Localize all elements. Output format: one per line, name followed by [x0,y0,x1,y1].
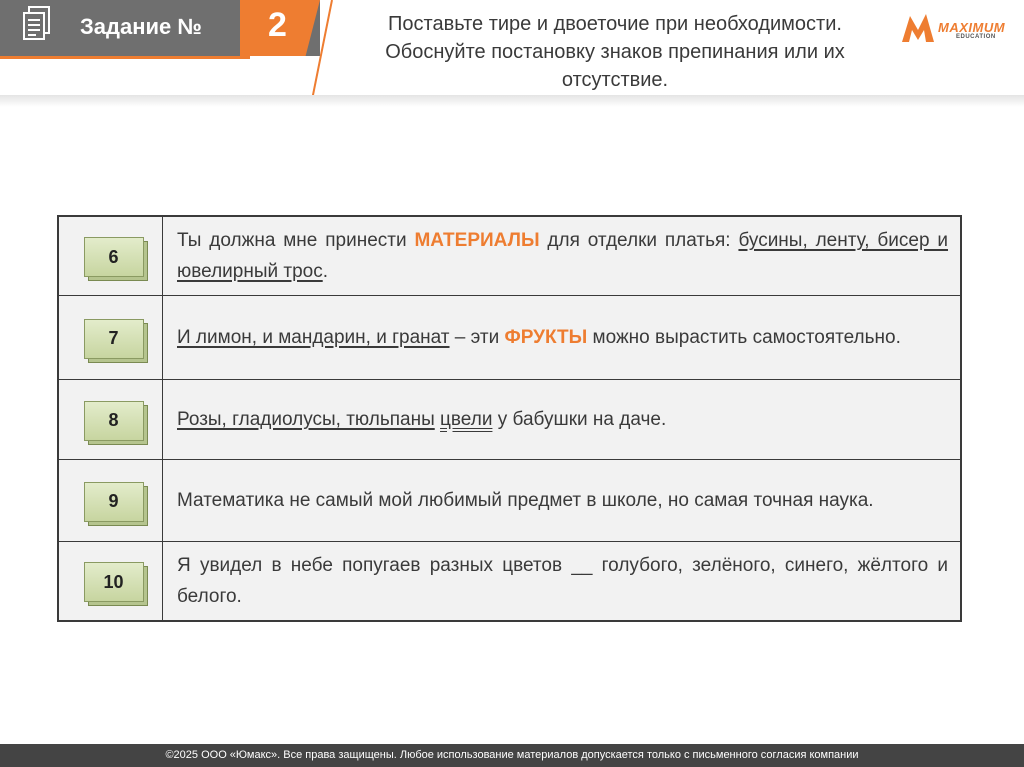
sentence-fragment: Ты должна мне принести [177,230,415,251]
exercise-row [58,216,961,296]
sentence-fragment: Я увидел в небе попугаев разных цветов __ голубого, зелёного, синего, жёлтого и белого. [177,555,948,607]
task-number: 2 [268,6,287,44]
exercise-text [163,380,962,460]
number-cell [58,296,163,380]
sentence-fragment: Математика не самый мой любимый предмет в школе, но самая точная наука. [177,490,874,511]
sentence-fragment: – эти [449,327,505,348]
exercise-text [163,460,962,542]
number-badge [84,482,142,520]
header-shadow [0,95,1024,107]
header-bar [0,0,1024,105]
underlined-phrase: бусины, ленту, бисер и ювелирный трос [177,230,949,282]
underlined-phrase: цвели [440,409,493,430]
task-label-box [0,0,320,56]
underlined-phrase: Розы, гладиолусы, тюльпаны [177,409,435,430]
task-instruction [335,10,895,94]
exercise-table [57,215,962,622]
exercise-row [58,296,961,380]
sentence-fragment: можно вырастить самостоятельно. [587,327,901,348]
logo-text: MAXIMUM [938,20,1006,35]
exercise-row [58,542,961,622]
number-cell [58,216,163,296]
exercise-row [58,460,961,542]
badge-number: 8 [84,401,144,441]
task-label: Задание № [80,14,202,39]
accent-line [0,56,250,59]
exercise-row [58,380,961,460]
instruction-line: отсутствие. [561,69,669,91]
number-cell [58,460,163,542]
exercise-text [163,216,962,296]
badge-number: 6 [84,237,144,277]
number-badge [84,237,142,275]
highlighted-word: МАТЕРИАЛЫ [414,230,540,251]
highlighted-word: ФРУКТЫ [504,327,588,348]
exercise-text [163,296,962,380]
badge-number: 10 [84,562,144,602]
sentence-fragment: для отделки платья: [539,230,739,251]
badge-number: 7 [84,319,144,359]
exercise-text [163,542,962,622]
number-badge [84,319,142,357]
number-badge [84,562,142,600]
sentence-fragment: . [322,261,328,282]
footer-copyright: ©2025 ООО «Юмакс». Все права защищены. Любое использование материалов допускается только с письменного согласия компании [0,744,1024,767]
document-icon [20,5,54,45]
instruction-line: Поставьте тире и двоеточие при необходимости. [388,13,842,35]
sentence-fragment: у бабушки на даче. [492,409,667,430]
badge-number: 9 [84,482,144,522]
number-cell [58,542,163,622]
number-cell [58,380,163,460]
underlined-phrase: И лимон, и мандарин, и гранат [177,327,450,348]
number-badge [84,401,142,439]
logo-subtext: EDUCATION [956,34,996,40]
instruction-line: Обоснуйте постановку знаков препинания или их [385,41,845,63]
